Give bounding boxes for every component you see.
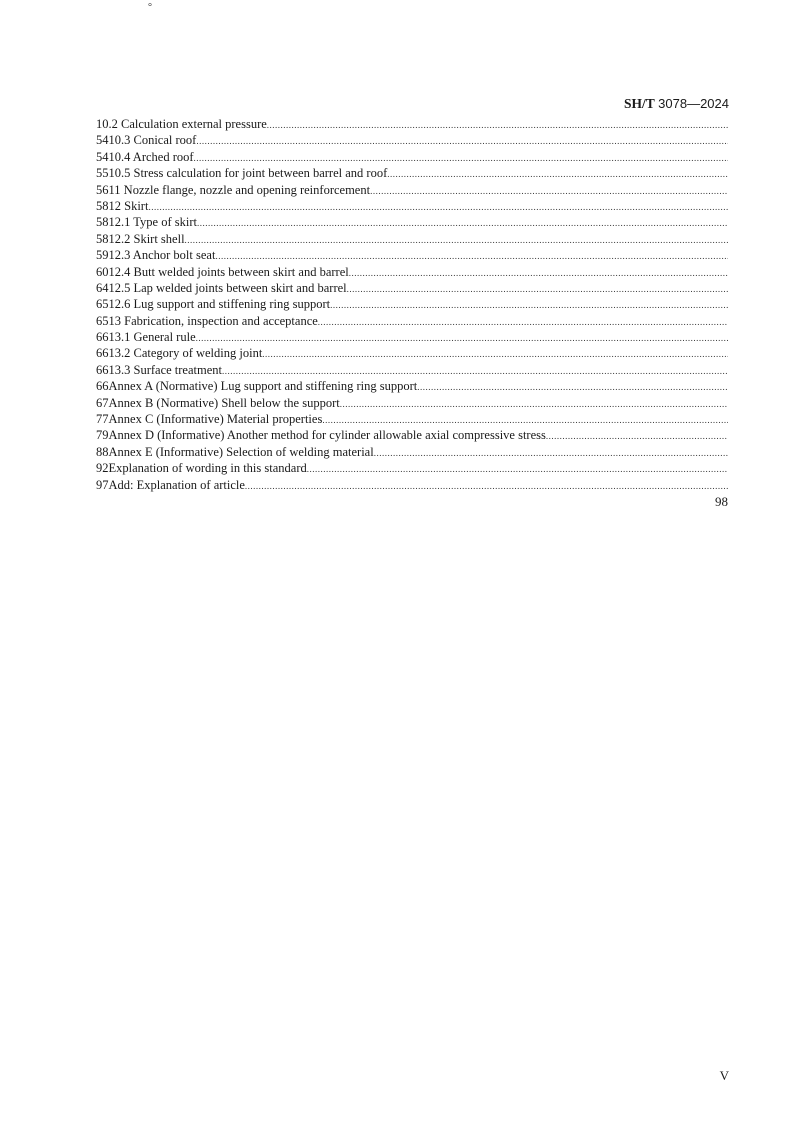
toc-entry-text: 5812 Skirt xyxy=(96,198,149,213)
document-header xyxy=(624,96,729,112)
toc-leader-dots xyxy=(417,379,728,394)
standard-code: SH/T xyxy=(624,96,655,111)
toc-entry-text: 6012.4 Butt welded joints between skirt and barrel xyxy=(96,264,349,279)
toc-leader-dots xyxy=(370,183,728,198)
toc-entry-text: 6412.5 Lap welded joints between skirt and barrel xyxy=(96,280,347,295)
toc-entry-text: 6613.3 Surface treatment xyxy=(96,362,222,377)
top-mark: ° xyxy=(148,2,152,13)
toc-entry[interactable] xyxy=(96,296,728,312)
toc-entry-text: 6613.2 Category of welding joint xyxy=(96,346,263,361)
toc-entry[interactable] xyxy=(96,116,728,132)
toc-entry[interactable] xyxy=(96,165,728,181)
toc-leader-dots xyxy=(340,396,728,411)
toc-entry[interactable] xyxy=(96,264,728,280)
toc-entry-text: 88Annex E (Informative) Selection of welding material xyxy=(96,444,374,459)
toc-leader-dots xyxy=(148,199,728,214)
toc-entry[interactable] xyxy=(96,231,728,247)
toc-entry-text: 5812.2 Skirt shell xyxy=(96,231,185,246)
toc-entry[interactable] xyxy=(96,378,728,394)
toc-entry-text: 6613.1 General rule xyxy=(96,330,196,345)
toc-entry-text: 6513 Fabrication, inspection and acceptance xyxy=(96,313,318,328)
toc-entry-text: 5510.5 Stress calculation for joint between barrel and roof xyxy=(96,166,388,181)
toc-leader-dots xyxy=(546,428,728,443)
table-of-contents xyxy=(96,116,728,493)
toc-entry[interactable] xyxy=(96,329,728,345)
toc-leader-dots xyxy=(322,412,728,427)
toc-leader-dots xyxy=(222,363,728,378)
toc-entry[interactable] xyxy=(96,427,728,443)
toc-entry[interactable] xyxy=(96,460,728,476)
toc-entry-text: 66Annex A (Normative) Lug support and stiffening ring support xyxy=(96,379,418,394)
toc-entry[interactable] xyxy=(96,182,728,198)
toc-leader-dots xyxy=(245,478,728,493)
toc-leader-dots xyxy=(215,248,728,263)
toc-leader-dots xyxy=(307,461,728,476)
toc-entry-text: 92Explanation of wording in this standard xyxy=(96,461,307,476)
toc-leader-dots xyxy=(318,314,728,329)
page-number-roman: V xyxy=(719,1068,729,1083)
toc-leader-dots xyxy=(194,150,728,165)
toc-entry[interactable] xyxy=(96,280,728,296)
toc-entry-text: 97Add: Explanation of article xyxy=(96,477,245,492)
toc-entry[interactable] xyxy=(96,411,728,427)
toc-entry[interactable] xyxy=(96,132,728,148)
toc-entry-text: 5912.3 Anchor bolt seat xyxy=(96,248,216,263)
toc-entry-text: 67Annex B (Normative) Shell below the support xyxy=(96,395,340,410)
toc-leader-dots xyxy=(330,297,728,312)
last-page-number: 98 xyxy=(715,494,728,509)
toc-entry[interactable] xyxy=(96,198,728,214)
toc-leader-dots xyxy=(387,166,728,181)
toc-entry[interactable] xyxy=(96,149,728,165)
toc-entry-text: 79Annex D (Informative) Another method for cylinder allowable axial compressive stress xyxy=(96,428,546,443)
toc-leader-dots xyxy=(196,133,728,148)
toc-leader-dots xyxy=(267,117,728,132)
toc-entry-text: 5410.3 Conical roof xyxy=(96,133,197,148)
toc-leader-dots xyxy=(374,445,728,460)
toc-entry[interactable] xyxy=(96,345,728,361)
toc-entry[interactable] xyxy=(96,362,728,378)
toc-entry-text: 5812.1 Type of skirt xyxy=(96,215,197,230)
toc-entry[interactable] xyxy=(96,313,728,329)
toc-entry-text: 5410.4 Arched roof xyxy=(96,149,194,164)
toc-leader-dots xyxy=(347,281,728,296)
toc-leader-dots xyxy=(196,330,728,345)
toc-entry-text: 77Annex C (Informative) Material properties xyxy=(96,412,323,427)
toc-entry-text: 5611 Nozzle flange, nozzle and opening reinforcement xyxy=(96,182,371,197)
toc-leader-dots xyxy=(349,265,728,280)
toc-entry-text: 6512.6 Lug support and stiffening ring support xyxy=(96,297,331,312)
toc-entry-text: 10.2 Calculation external pressure xyxy=(96,117,267,131)
toc-leader-dots xyxy=(262,346,728,361)
toc-entry[interactable] xyxy=(96,247,728,263)
toc-entry[interactable] xyxy=(96,444,728,460)
toc-entry[interactable] xyxy=(96,395,728,411)
standard-year: 3078—2024 xyxy=(658,96,729,111)
toc-leader-dots xyxy=(185,232,728,247)
toc-leader-dots xyxy=(197,215,728,230)
toc-entry[interactable] xyxy=(96,214,728,230)
toc-entry[interactable] xyxy=(96,477,728,493)
